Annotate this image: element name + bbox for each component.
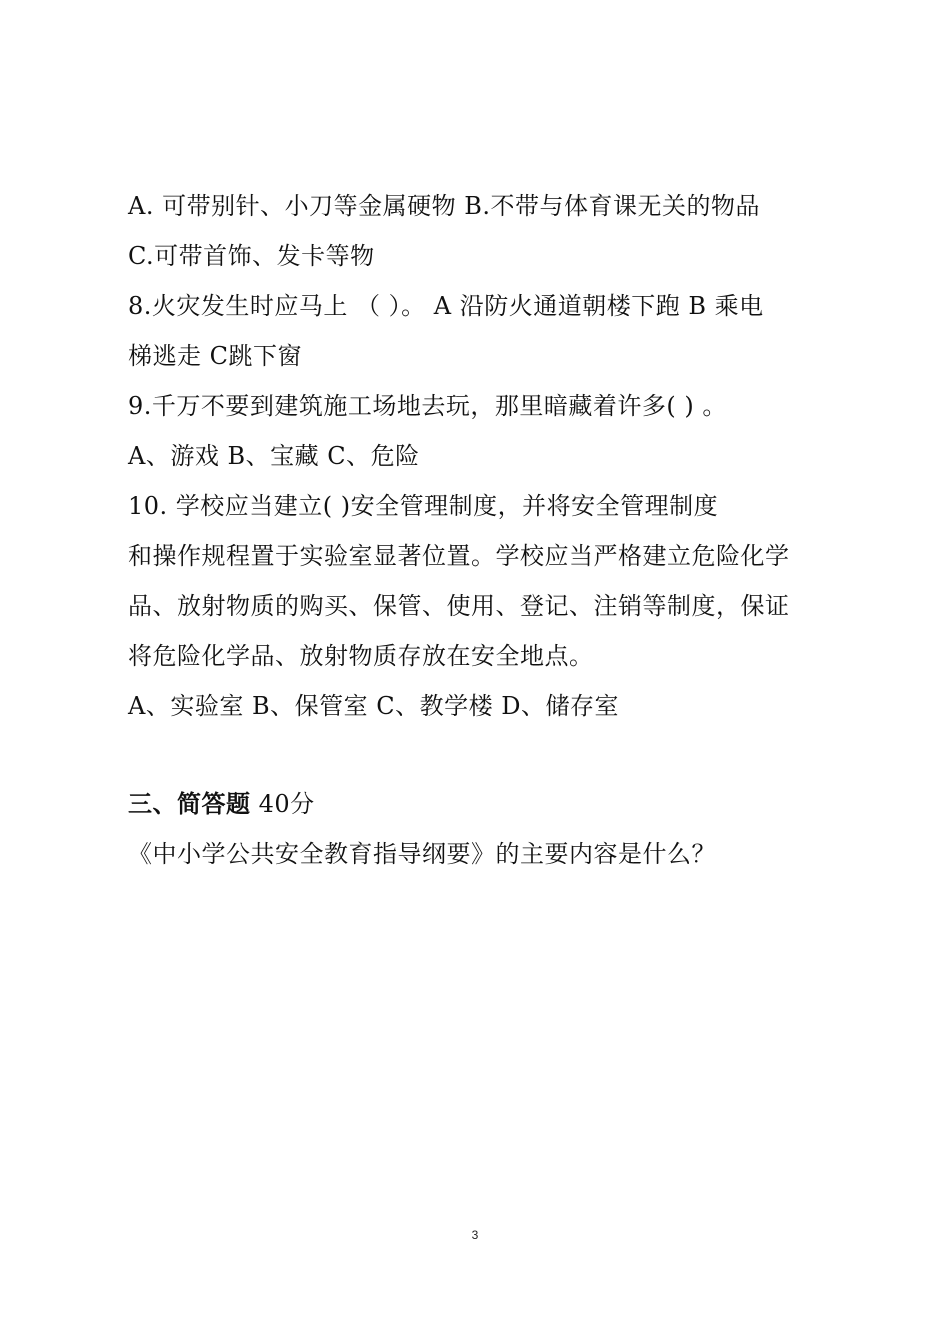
section-3-score: 40分 — [250, 790, 315, 818]
question-10-options: A、实验室 B、保管室 C、教学楼 D、储存室 — [128, 692, 619, 720]
section-3-question: 《中小学公共安全教育指导纲要》的主要内容是什么？ — [128, 840, 716, 868]
question-10-line-1: 10. 学校应当建立( )安全管理制度，并将安全管理制度 — [128, 492, 719, 520]
question-8-line-2: 梯逃走 C跳下窗 — [128, 342, 302, 370]
question-7-options-line-1: A. 可带别针、小刀等金属硬物 B.不带与体育课无关的物品 — [128, 192, 760, 220]
question-9-line-1: 9.千万不要到建筑施工场地去玩，那里暗藏着许多( ) 。 — [128, 392, 727, 420]
section-3-title: 三、简答题 — [128, 789, 251, 818]
question-10-line-4: 将危险化学品、放射物质存放在安全地点。 — [128, 642, 594, 670]
question-9-options: A、游戏 B、宝藏 C、危险 — [128, 442, 420, 470]
question-7-options-line-2: C.可带首饰、发卡等物 — [128, 242, 375, 270]
section-3-heading — [128, 788, 828, 820]
question-10-line-2: 和操作规程置于实验室显著位置。学校应当严格建立危险化学 — [128, 542, 790, 570]
question-10-line-3: 品、放射物质的购买、保管、使用、登记、注销等制度，保证 — [128, 592, 790, 620]
page-number: 3 — [471, 1228, 479, 1242]
question-8-line-1: 8.火灾发生时应马上 （ ）。 A 沿防火通道朝楼下跑 B 乘电 — [128, 292, 764, 320]
